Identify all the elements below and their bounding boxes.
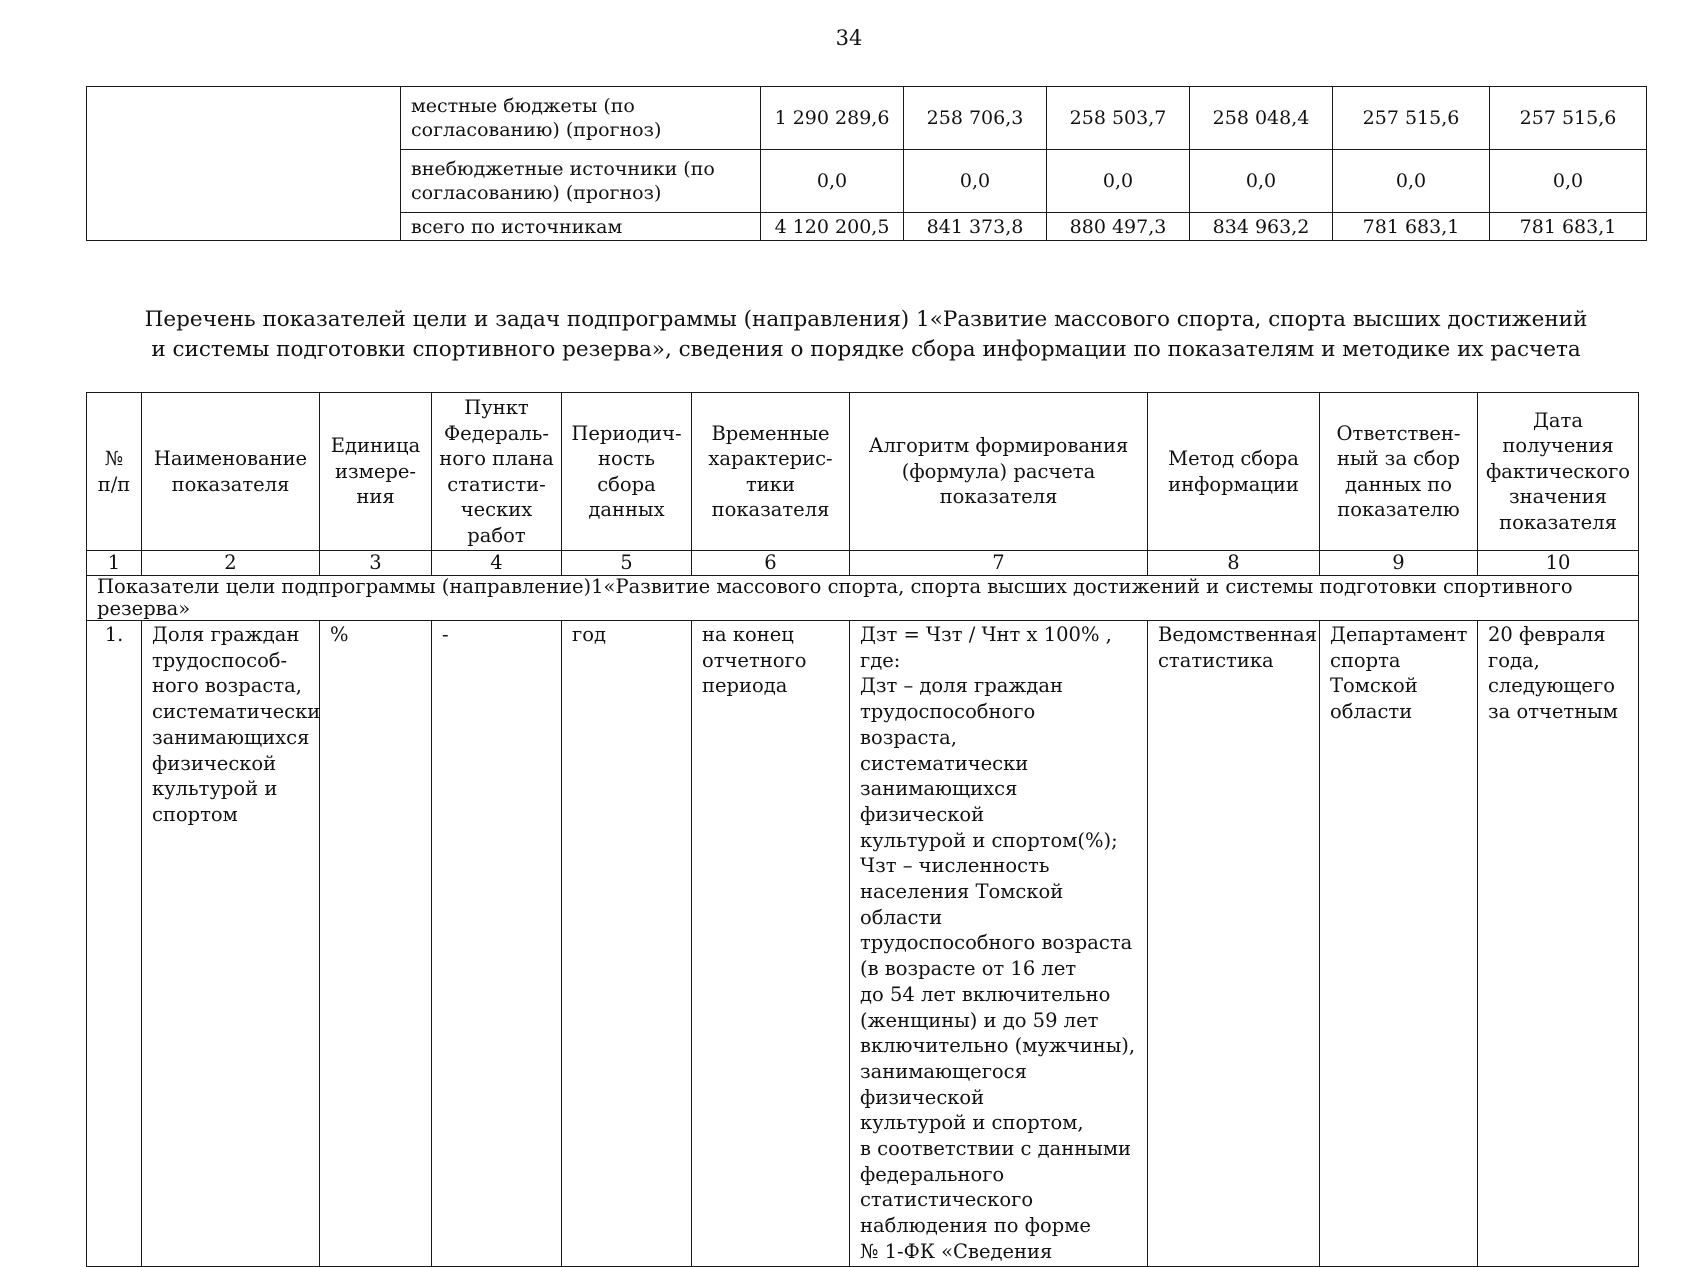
funding-label: внебюджетные источники (по согласованию) (прогноз) [401, 150, 761, 213]
column-number: 1 [87, 551, 142, 576]
funding-value: 0,0 [1047, 150, 1190, 213]
group-title-row [87, 576, 1639, 621]
section-title [86, 305, 1646, 365]
funding-value: 258 503,7 [1047, 87, 1190, 150]
column-number: 5 [562, 551, 692, 576]
section-title-line: и системы подготовки спортивного резерва», сведения о порядке сбора информации по показателям и методике их расчета [151, 337, 1581, 362]
funding-value: 258 048,4 [1190, 87, 1333, 150]
funding-value: 1 290 289,6 [761, 87, 904, 150]
funding-value: 841 373,8 [904, 213, 1047, 241]
column-number: 7 [850, 551, 1148, 576]
funding-label: местные бюджеты (по согласованию) (прогноз) [401, 87, 761, 150]
indicator-unit: % [320, 621, 432, 1267]
column-header: Временные характерис- тики показателя [692, 393, 850, 551]
indicators-table [86, 392, 1639, 1267]
column-number: 4 [432, 551, 562, 576]
header-row [87, 393, 1639, 551]
funding-value: 257 515,6 [1490, 87, 1647, 150]
column-number: 2 [142, 551, 320, 576]
indicator-date: 20 февраля года, следующего за отчетным [1478, 621, 1639, 1267]
column-number-row [87, 551, 1639, 576]
indicator-time-characteristics: на конец отчетного периода [692, 621, 850, 1267]
funding-value: 258 706,3 [904, 87, 1047, 150]
funding-row-local-budgets [87, 87, 1647, 150]
funding-value: 0,0 [1333, 150, 1490, 213]
funding-empty-cell [87, 87, 401, 241]
funding-label: всего по источникам [401, 213, 761, 241]
column-header: Алгоритм формирования (формула) расчета показателя [850, 393, 1148, 551]
column-number: 3 [320, 551, 432, 576]
column-header: Единица измере- ния [320, 393, 432, 551]
column-header: Периодич- ность сбора данных [562, 393, 692, 551]
column-header: Наименование показателя [142, 393, 320, 551]
funding-value: 781 683,1 [1333, 213, 1490, 241]
group-title: Показатели цели подпрограммы (направление)1«Развитие массового спорта, спорта высших достижений и системы подготовки спортивного резерва» [87, 576, 1639, 621]
column-number: 6 [692, 551, 850, 576]
funding-value: 781 683,1 [1490, 213, 1647, 241]
section-title-line: Перечень показателей цели и задач подпрограммы (направления) 1«Развитие массового спорта, спорта высших достижений [144, 307, 1588, 332]
column-number: 9 [1320, 551, 1478, 576]
page-number: 34 [835, 26, 863, 50]
funding-value: 0,0 [1490, 150, 1647, 213]
column-header: № п/п [87, 393, 142, 551]
indicator-name: Доля граждан трудоспособ- ного возраста, систематически занимающихся физической культурой и спортом [142, 621, 320, 1267]
funding-table [86, 86, 1647, 241]
row-number: 1. [87, 621, 142, 1267]
indicator-periodicity: год [562, 621, 692, 1267]
column-header: Дата получения фактического значения показателя [1478, 393, 1639, 551]
funding-value: 834 963,2 [1190, 213, 1333, 241]
funding-value: 0,0 [1190, 150, 1333, 213]
funding-value: 880 497,3 [1047, 213, 1190, 241]
column-header: Ответствен- ный за сбор данных по показателю [1320, 393, 1478, 551]
funding-value: 257 515,6 [1333, 87, 1490, 150]
indicator-responsible: Департамент спорта Томской области [1320, 621, 1478, 1267]
funding-value: 0,0 [761, 150, 904, 213]
column-header: Пункт Федераль- ного плана статисти- ческих работ [432, 393, 562, 551]
table-row [87, 621, 1639, 1267]
column-header: Метод сбора информации [1148, 393, 1320, 551]
indicator-plan-item: - [432, 621, 562, 1267]
indicator-algorithm: Дзт = Чзт / Чнт х 100% , где: Дзт – доля граждан трудоспособного возраста, систематически занимающихся физической культурой и спортом(%); Чзт – численность населения Томской области трудоспособного возраста (в возрасте от 16 лет до 54 лет включительно (женщины) и до 59 лет включительно (мужчины), занимающегося физической культурой и спортом, в соответствии с данными федерального статистического наблюдения по форме № 1-ФК «Сведения [850, 621, 1148, 1267]
funding-value: 4 120 200,5 [761, 213, 904, 241]
column-number: 10 [1478, 551, 1639, 576]
funding-value: 0,0 [904, 150, 1047, 213]
column-number: 8 [1148, 551, 1320, 576]
indicator-method: Ведомственная статистика [1148, 621, 1320, 1267]
